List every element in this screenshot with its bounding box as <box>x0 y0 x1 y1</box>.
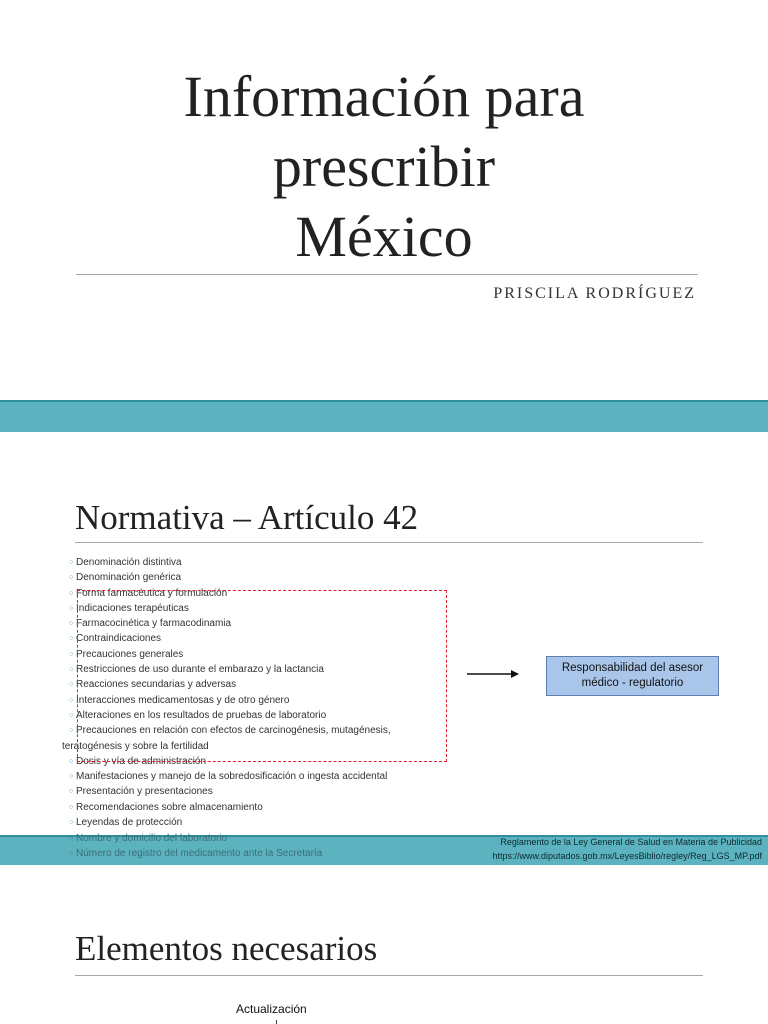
circle-bullet-icon: ○ <box>69 850 74 858</box>
circle-bullet-icon: ○ <box>69 788 74 796</box>
slide-title <box>0 0 768 400</box>
title-line-2: prescribir <box>272 134 496 199</box>
list-item: ○ Dosis y vía de administración <box>69 754 391 769</box>
circle-bullet-icon: ○ <box>69 559 74 566</box>
slide-normativa <box>0 432 768 835</box>
connector-line <box>276 1020 277 1024</box>
highlight-dashed-box <box>77 590 447 762</box>
circle-bullet-icon: ○ <box>69 589 74 597</box>
list-item: ○ Indicaciones terapéuticas <box>69 601 391 616</box>
circle-bullet-icon: ○ <box>69 574 74 582</box>
list-item: ○ Precauciones en relación con efectos de carcinogénesis, mutagénesis, teratogénesis y sobre la fertilidad <box>69 723 391 754</box>
list-item: ○ Forma farmacéutica y formulación <box>69 586 391 601</box>
slide-separator-band <box>0 400 768 432</box>
responsibility-box: Responsabilidad del asesor médico - regulatorio <box>546 656 719 696</box>
list-item: ○ Nombre y domicilio del laboratorio <box>69 831 322 846</box>
circle-bullet-icon: ○ <box>69 604 74 612</box>
list-item: ○ Farmacocinética y farmacodinamia <box>69 616 391 631</box>
list-item: ○ Presentación y presentaciones <box>69 784 391 799</box>
presentation-title <box>0 62 768 272</box>
list-item: ○ Número de registro del medicamento ante la Secretaría <box>69 846 322 861</box>
list-item: ○ Recomendaciones sobre almacenamiento <box>69 800 391 815</box>
diagram-label-actualizacion: Actualización <box>236 1002 307 1016</box>
circle-bullet-icon: ○ <box>69 835 74 842</box>
list-item: ○ Reacciones secundarias y adversas <box>69 677 391 692</box>
list-item: ○ Alteraciones en los resultados de pruebas de laboratorio <box>69 708 391 723</box>
list-item: ○ Manifestaciones y manejo de la sobredosificación o ingesta accidental <box>69 769 391 784</box>
list-item: ○ Denominación distintiva <box>69 555 391 570</box>
slide-elementos <box>0 865 768 1024</box>
circle-bullet-icon: ○ <box>69 757 74 765</box>
circle-bullet-icon: ○ <box>69 666 74 674</box>
circle-bullet-icon: ○ <box>69 696 74 704</box>
list-item: ○ Interacciones medicamentosas y de otro género <box>69 693 391 708</box>
circle-bullet-icon: ○ <box>69 650 74 658</box>
arrow-right-icon <box>467 668 519 680</box>
circle-bullet-icon: ○ <box>69 620 74 628</box>
list-item: ○ Contraindicaciones <box>69 631 391 646</box>
overflow-list <box>69 831 322 862</box>
circle-bullet-icon: ○ <box>69 773 74 781</box>
title-divider <box>76 274 698 275</box>
author-name: PRISCILA RODRÍGUEZ <box>493 285 696 302</box>
circle-bullet-icon: ○ <box>69 727 74 735</box>
circle-bullet-icon: ○ <box>69 819 74 827</box>
reference-title: Reglamento de la Ley General de Salud en Materia de Publicidad <box>500 837 762 847</box>
reference-url[interactable]: https://www.diputados.gob.mx/LeyesBiblio/regley/Reg_LGS_MP.pdf <box>492 851 762 861</box>
list-item: ○ Denominación genérica <box>69 570 391 585</box>
circle-bullet-icon: ○ <box>69 681 74 689</box>
circle-bullet-icon: ○ <box>69 803 74 811</box>
title-divider <box>75 975 703 976</box>
slide-title-normativa: Normativa – Artículo 42 <box>75 498 419 537</box>
list-item-continuation: teratogénesis y sobre la fertilidad <box>62 740 209 752</box>
list-item: ○ Leyendas de protección <box>69 815 391 830</box>
title-divider <box>75 542 703 543</box>
circle-bullet-icon: ○ <box>69 711 74 719</box>
list-item: ○ Precauciones generales <box>69 647 391 662</box>
title-line-1: Información para <box>183 64 585 129</box>
title-line-3: México <box>295 204 473 269</box>
circle-bullet-icon: ○ <box>69 635 74 643</box>
list-item: ○ Restricciones de uso durante el embarazo y la lactancia <box>69 662 391 677</box>
slide-title-elementos: Elementos necesarios <box>75 929 378 968</box>
reference-citation <box>493 835 763 863</box>
